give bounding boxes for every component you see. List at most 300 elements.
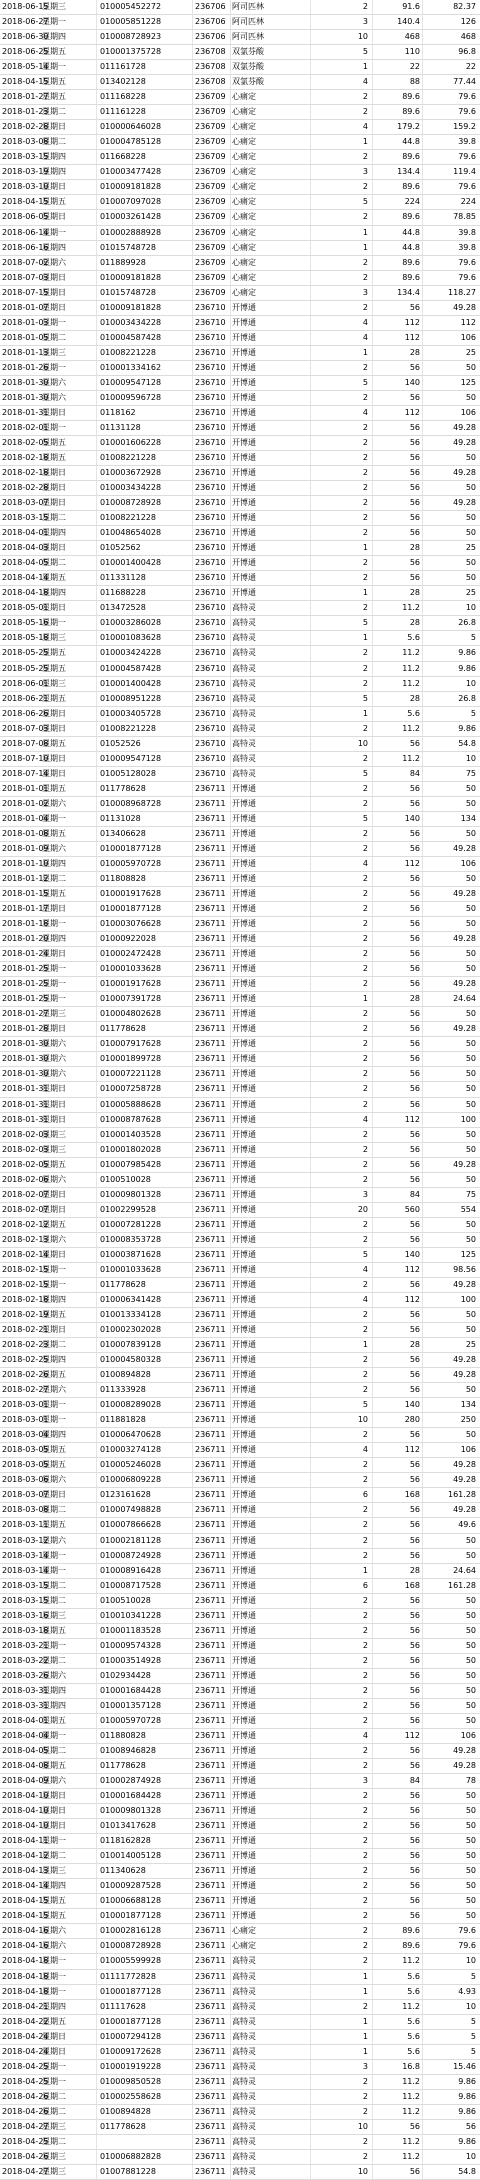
cell-quantity: 2 [362,1355,368,1365]
cell-date: 2018-05-25 [2,648,49,658]
table-row[interactable] [0,1473,480,1488]
cell-amount: 49.28 [453,422,476,432]
cell-weekday: 星期一 [42,813,66,823]
cell-code: 010002888928 [100,227,162,237]
table-row[interactable] [0,646,480,661]
table-row[interactable] [0,1564,480,1579]
table-row[interactable] [0,1970,480,1985]
cell-date: 2018-03-21 [2,1640,49,1650]
cell-weekday: 星期二 [42,107,66,117]
cell-code: 011688228 [100,588,146,598]
cell-quantity: 10 [357,1415,368,1425]
table-row[interactable] [0,1082,480,1097]
table-row[interactable] [0,1278,480,1293]
table-row[interactable] [0,241,480,256]
cell-drug-name: 开博通 [232,407,256,417]
table-row[interactable] [0,1864,480,1879]
table-row[interactable] [0,526,480,541]
table-row[interactable] [0,932,480,947]
table-row[interactable] [0,1263,480,1278]
table-row[interactable] [0,451,480,466]
cell-weekday: 星期二 [42,1505,66,1515]
cell-price: 89.6 [402,212,420,222]
cell-drug-name: 开博通 [232,1279,256,1289]
table-row[interactable] [0,1188,480,1203]
table-row[interactable] [0,1774,480,1789]
table-row[interactable] [0,1669,480,1684]
table-row[interactable] [0,1488,480,1503]
cell-date: 2018-02-07 [2,1204,49,1214]
cell-price: 56 [409,1535,420,1545]
table-row[interactable] [0,2030,480,2045]
table-row[interactable] [0,857,480,872]
cell-date: 2018-06-30 [2,32,49,42]
table-row[interactable] [0,1458,480,1473]
cell-weekday: 星期四 [42,167,66,177]
cell-code: 010004587428 [100,663,162,673]
table-row[interactable] [0,662,480,677]
table-row[interactable] [0,1173,480,1188]
cell-quantity: 2 [362,1475,368,1485]
table-row[interactable] [0,1985,480,2000]
table-row[interactable] [0,406,480,421]
cell-price: 112 [404,1294,420,1304]
cell-category: 236711 [195,2001,226,2011]
table-row[interactable] [0,2045,480,2060]
table-row[interactable] [0,1518,480,1533]
table-row[interactable] [0,1248,480,1263]
table-row[interactable] [0,902,480,917]
table-row[interactable] [0,226,480,241]
cell-price: 56 [409,1655,420,1665]
table-row[interactable] [0,331,480,346]
table-row[interactable] [0,2150,480,2165]
cell-date: 2018-03-14 [2,1565,49,1575]
cell-price: 56 [409,1159,420,1169]
table-row[interactable] [0,346,480,361]
cell-quantity: 5 [362,813,368,823]
cell-drug-name: 心痛定 [232,197,256,207]
cell-weekday: 星期二 [42,874,66,883]
cell-category: 236711 [195,783,226,793]
cell-date: 2018-06-01 [2,678,49,688]
table-row[interactable] [0,1579,480,1594]
table-row[interactable] [0,1218,480,1233]
table-row[interactable] [0,722,480,737]
table-row[interactable] [0,301,480,316]
cell-drug-name: 开博通 [232,1911,256,1921]
cell-weekday: 星期六 [42,1054,66,1064]
table-row[interactable] [0,2135,480,2150]
table-row[interactable] [0,1308,480,1323]
table-row[interactable] [0,1398,480,1413]
table-row[interactable] [0,165,480,180]
cell-quantity: 10 [357,738,368,748]
cell-amount: 50 [465,1325,476,1335]
cell-amount: 79.6 [458,1941,476,1951]
table-row[interactable] [0,1639,480,1654]
cell-quantity: 2 [362,1700,368,1710]
cell-weekday: 星期五 [42,1761,66,1771]
cell-date: 2018-06-05 [2,212,49,222]
cell-code: 010001606228 [100,438,162,447]
table-row[interactable] [0,45,480,60]
table-row[interactable] [0,316,480,331]
cell-quantity: 2 [362,964,368,974]
table-row[interactable] [0,195,480,210]
cell-price: 56 [409,1460,420,1470]
cell-amount: 9.86 [458,648,476,658]
table-row[interactable] [0,2075,480,2090]
cell-code: 010001899728 [100,1054,162,1064]
table-row[interactable] [0,2015,480,2030]
table-row[interactable] [0,1729,480,1744]
cell-drug-name: 心痛定 [232,227,256,237]
cell-category: 236709 [195,182,226,192]
table-row[interactable] [0,571,480,586]
cell-price: 112 [404,1730,420,1740]
table-row[interactable] [0,2120,480,2135]
cell-category: 236710 [195,332,226,342]
table-row[interactable] [0,421,480,436]
table-row[interactable] [0,962,480,977]
cell-quantity: 20 [357,1204,368,1214]
cell-code: 010001684428 [100,1685,162,1695]
cell-category: 236710 [195,453,226,463]
cell-drug-name: 开博通 [232,468,256,478]
cell-code: 010009172628 [100,2046,162,2056]
table-row[interactable] [0,707,480,722]
table-row[interactable] [0,947,480,962]
cell-date: 2018-04-10 [2,1791,49,1801]
table-row[interactable] [0,1849,480,1864]
cell-drug-name: 开博通 [232,1851,256,1861]
table-row[interactable] [0,616,480,631]
cell-code: 010008728928 [100,498,162,508]
table-row[interactable] [0,0,480,15]
cell-amount: 50 [465,1535,476,1545]
cell-quantity: 10 [357,2121,368,2131]
cell-drug-name: 开博通 [232,1535,256,1545]
table-row[interactable] [0,1098,480,1113]
table-row[interactable] [0,1549,480,1564]
table-row[interactable] [0,2090,480,2105]
cell-price: 11.2 [402,2136,420,2146]
table-row[interactable] [0,90,480,105]
cell-price: 28 [409,588,420,598]
cell-category: 236711 [195,1746,226,1755]
cell-drug-name: 高特灵 [232,603,256,613]
cell-quantity: 2 [362,1761,368,1771]
cell-amount: 50 [465,904,476,914]
cell-amount: 50 [465,1851,476,1861]
cell-price: 88 [409,77,420,87]
table-row[interactable] [0,872,480,887]
table-row[interactable] [0,376,480,391]
cell-code: 010006809228 [100,1475,162,1485]
cell-weekday: 星期二 [42,1655,66,1665]
table-row[interactable] [0,180,480,195]
cell-code: 011808828 [100,874,146,883]
cell-drug-name: 开博通 [232,1505,256,1515]
cell-date: 2018-07-15 [2,287,49,297]
cell-category: 236711 [195,1866,226,1876]
table-row[interactable] [0,1684,480,1699]
cell-price: 140 [404,813,420,823]
cell-date: 2018-01-07 [2,302,49,312]
cell-quantity: 5 [362,197,368,207]
table-row[interactable] [0,1203,480,1218]
table-row[interactable] [0,1067,480,1082]
cell-amount: 50 [465,483,476,493]
table-row[interactable] [0,1428,480,1443]
table-row[interactable] [0,752,480,767]
cell-price: 56 [409,964,420,974]
table-row[interactable] [0,481,480,496]
cell-weekday: 星期三 [42,2151,66,2161]
table-row[interactable] [0,1293,480,1308]
table-row[interactable] [0,1819,480,1834]
cell-code: 010008787628 [100,1114,162,1124]
table-row[interactable] [0,737,480,752]
table-row[interactable] [0,150,480,165]
cell-date: 2018-03-01 [2,1415,49,1425]
cell-code: 010001919228 [100,2061,162,2071]
cell-price: 56 [409,1069,420,1079]
cell-price: 56 [409,528,420,538]
cell-category: 236711 [195,874,226,883]
table-row[interactable] [0,466,480,481]
cell-date: 2018-01-04 [2,813,49,823]
cell-category: 236710 [195,738,226,748]
cell-weekday: 星期六 [42,1941,66,1951]
table-row[interactable] [0,391,480,406]
cell-drug-name: 阿司匹林 [232,2,264,11]
table-row[interactable] [0,2105,480,2120]
cell-quantity: 5 [362,47,368,57]
table-row[interactable] [0,75,480,90]
table-row[interactable] [0,1128,480,1143]
table-row[interactable] [0,271,480,286]
cell-price: 5.6 [407,1986,420,1996]
cell-amount: 5 [470,633,476,643]
table-row[interactable] [0,361,480,376]
cell-date: 2018-04-10 [2,1821,49,1831]
table-row[interactable] [0,1158,480,1173]
cell-weekday: 星期六 [42,1926,66,1936]
table-row[interactable] [0,511,480,526]
cell-quantity: 2 [362,1866,368,1876]
cell-category: 236711 [195,1700,226,1710]
cell-quantity: 2 [362,1715,368,1725]
cell-code: 010001877128 [100,904,162,914]
table-row[interactable] [0,1143,480,1158]
table-row[interactable] [0,1353,480,1368]
cell-date: 2018-01-30 [2,377,49,387]
cell-category: 236709 [195,137,226,147]
cell-date: 2018-02-15 [2,1279,49,1289]
cell-category: 236711 [195,1971,226,1981]
cell-quantity: 2 [362,1099,368,1109]
cell-date: 2018-03-15 [2,1595,49,1605]
cell-weekday: 星期三 [42,2166,66,2176]
table-row[interactable] [0,1007,480,1022]
table-row[interactable] [0,120,480,135]
table-row[interactable] [0,1879,480,1894]
table-row[interactable] [0,767,480,782]
table-row[interactable] [0,1894,480,1909]
cell-category: 236711 [195,994,226,1004]
cell-date: 2018-03-05 [2,1445,49,1455]
cell-code: 010009181828 [100,302,162,312]
table-row[interactable] [0,677,480,692]
cell-weekday: 星期一 [42,362,66,372]
cell-amount: 50 [465,1385,476,1395]
cell-price: 89.6 [402,107,420,117]
table-row[interactable] [0,30,480,45]
cell-price: 56 [409,1084,420,1094]
cell-date: 2018-01-24 [2,949,49,959]
table-row[interactable] [0,135,480,150]
cell-code: 01015748728 [100,287,156,297]
table-row[interactable] [0,977,480,992]
cell-code: 010008717528 [100,1580,162,1590]
table-row[interactable] [0,1037,480,1052]
cell-category: 236709 [195,92,226,102]
table-row[interactable] [0,631,480,646]
cell-drug-name: 开博通 [232,1054,256,1064]
cell-quantity: 2 [362,498,368,508]
table-row[interactable] [0,1609,480,1624]
table-row[interactable] [0,812,480,827]
cell-price: 56 [409,828,420,838]
table-row[interactable] [0,1368,480,1383]
table-row[interactable] [0,797,480,812]
cell-code: 010001375728 [100,47,162,57]
table-row[interactable] [0,15,480,30]
table-row[interactable] [0,782,480,797]
table-row[interactable] [0,1534,480,1549]
table-row[interactable] [0,60,480,75]
table-row[interactable] [0,692,480,707]
cell-category: 236709 [195,152,226,162]
cell-category: 236711 [195,1219,226,1229]
table-row[interactable] [0,827,480,842]
table-row[interactable] [0,1699,480,1714]
cell-weekday: 星期六 [42,798,66,808]
cell-code: 010005246028 [100,1460,162,1470]
table-row[interactable] [0,1022,480,1037]
cell-weekday: 星期日 [42,949,66,959]
table-row[interactable] [0,1443,480,1458]
cell-drug-name: 开博通 [232,1700,256,1710]
table-row[interactable] [0,1789,480,1804]
cell-quantity: 2 [362,107,368,117]
table-row[interactable] [0,2165,480,2180]
cell-quantity: 2 [362,1520,368,1530]
table-row[interactable] [0,1383,480,1398]
cell-amount: 79.6 [458,152,476,162]
table-row[interactable] [0,1924,480,1939]
cell-drug-name: 高特灵 [232,2016,256,2026]
table-row[interactable] [0,601,480,616]
cell-date: 2018-03-31 [2,1700,49,1710]
table-row[interactable] [0,917,480,932]
cell-date: 2018-03-26 [2,1670,49,1680]
table-row[interactable] [0,1594,480,1609]
cell-code: 010007391728 [100,994,162,1004]
table-row[interactable] [0,1052,480,1067]
table-row[interactable] [0,210,480,225]
cell-category: 236711 [195,1896,226,1906]
table-row[interactable] [0,105,480,120]
table-row[interactable] [0,1834,480,1849]
cell-quantity: 2 [362,1836,368,1846]
cell-code: 01111772828 [100,1971,156,1981]
cell-code: 010006341428 [100,1294,162,1304]
cell-price: 112 [404,407,420,417]
table-row[interactable] [0,1744,480,1759]
table-row[interactable] [0,586,480,601]
table-row[interactable] [0,1413,480,1428]
cell-price: 44.8 [402,137,420,147]
table-row[interactable] [0,887,480,902]
table-row[interactable] [0,1113,480,1128]
table-row[interactable] [0,842,480,857]
table-row[interactable] [0,286,480,301]
cell-date: 2018-04-26 [2,2106,49,2116]
cell-date: 2018-04-11 [2,1836,49,1846]
table-row[interactable] [0,1939,480,1954]
table-row[interactable] [0,556,480,571]
cell-drug-name: 心痛定 [232,122,256,132]
table-row[interactable] [0,1714,480,1729]
table-row[interactable] [0,1954,480,1969]
table-row[interactable] [0,1323,480,1338]
table-row[interactable] [0,1338,480,1353]
table-row[interactable] [0,1759,480,1774]
cell-drug-name: 高特灵 [232,753,256,763]
table-row[interactable] [0,1909,480,1924]
table-row[interactable] [0,256,480,271]
cell-price: 11.2 [402,678,420,688]
cell-price: 56 [409,362,420,372]
table-row[interactable] [0,1654,480,1669]
cell-date: 2018-01-27 [2,1009,49,1019]
cell-quantity: 4 [362,332,368,342]
table-row[interactable] [0,1503,480,1518]
table-row[interactable] [0,541,480,556]
cell-drug-name: 开博通 [232,843,256,853]
cell-code: 01008946828 [100,1746,156,1755]
cell-quantity: 2 [362,1535,368,1545]
cell-price: 5.6 [407,2031,420,2041]
cell-weekday: 星期日 [42,287,66,297]
cell-drug-name: 开博通 [232,1024,256,1034]
cell-code [100,2136,192,2147]
cell-weekday: 星期五 [42,783,66,793]
cell-drug-name: 高特灵 [232,1971,256,1981]
cell-code: 01002299528 [100,1204,156,1214]
table-row[interactable] [0,1804,480,1819]
table-row[interactable] [0,2000,480,2015]
table-row[interactable] [0,2060,480,2075]
table-row[interactable] [0,1624,480,1639]
table-row[interactable] [0,436,480,451]
table-row[interactable] [0,992,480,1007]
table-row[interactable] [0,1233,480,1248]
table-row[interactable] [0,496,480,511]
